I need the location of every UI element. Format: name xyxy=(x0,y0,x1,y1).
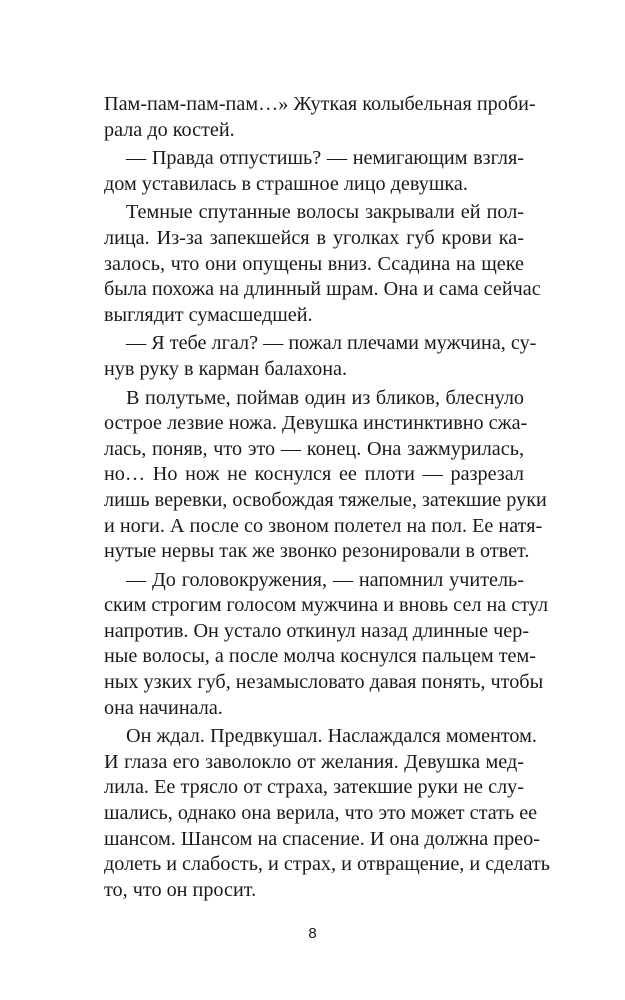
text-line: — Правда отпустишь? — немигающим взгля- xyxy=(126,147,524,170)
text-line: — До головокружения, — напомнил учитель- xyxy=(126,568,524,591)
paragraph xyxy=(104,331,537,382)
text-line: нутые нервы так же звонко резонировали в ответ. xyxy=(104,540,530,563)
text-line: острое лезвие ножа. Девушка инстинктивно сжа- xyxy=(104,412,528,435)
paragraph xyxy=(104,200,541,328)
text-line: И глаза его заволокло от желания. Девушка мед- xyxy=(104,750,524,773)
text-line: долеть и слабость, и страх, и отвращение, и сделать xyxy=(104,853,550,876)
paragraph xyxy=(104,92,536,143)
text-line: то, что он просит. xyxy=(104,878,257,901)
paragraph xyxy=(104,386,547,565)
text-line: рала до костей. xyxy=(104,118,235,141)
text-line: Пам-пам-пам-пам…» Жуткая колыбельная проби- xyxy=(104,93,536,115)
text-line: Темные спутанные волосы закрывали ей пол- xyxy=(126,201,524,224)
text-line: лишь веревки, освобождая тяжелые, затекшие руки xyxy=(104,488,547,511)
body-text xyxy=(104,92,550,903)
text-line: напротив. Он устало откинул назад длинные чер- xyxy=(104,619,530,642)
text-line: залось, что они опущены вниз. Ссадина на щеке xyxy=(104,252,524,275)
text-line: ским строгим голосом мужчина и вновь сел на стул xyxy=(104,594,549,617)
text-line: нув руку в карман балахона. xyxy=(104,357,348,380)
paragraph xyxy=(104,146,524,197)
text-line: В полутьме, поймав один из бликов, блеснуло xyxy=(126,386,524,409)
page-number: 8 xyxy=(308,925,317,942)
text-line: лица. Из-за запекшейся в уголках губ крови ка- xyxy=(104,226,524,249)
paragraph xyxy=(104,568,549,722)
text-line: и ноги. А после со звоном полетел на пол. Ее натя- xyxy=(104,514,543,537)
text-line: лила. Ее трясло от страха, затекшие руки не слу- xyxy=(104,776,524,799)
text-line: выглядит сумасшедшей. xyxy=(104,303,313,326)
text-line: Он ждал. Предвкушал. Наслаждался моментом. xyxy=(126,725,537,748)
text-line: ные волосы, а после молча коснулся пальцем тем- xyxy=(104,645,536,668)
text-line: — Я тебе лгал? — пожал плечами мужчина, су- xyxy=(126,332,537,355)
text-line: ных узких губ, незамысловато давая понять, чтобы xyxy=(104,671,544,694)
text-line: шались, однако она верила, что это может стать ее xyxy=(104,802,538,825)
text-line: она начинала. xyxy=(104,696,223,719)
text-line: но… Но нож не коснулся ее плоти — разрезал xyxy=(104,463,524,486)
text-line: шансом. Шансом на спасение. И она должна прео- xyxy=(104,827,540,850)
paragraph xyxy=(104,724,550,903)
text-line: лась, поняв, что это — конец. Она зажмурилась, xyxy=(104,437,524,460)
text-line: была похожа на длинный шрам. Она и сама сейчас xyxy=(104,278,541,301)
text-line: дом уставилась в страшное лицо девушка. xyxy=(104,172,468,195)
